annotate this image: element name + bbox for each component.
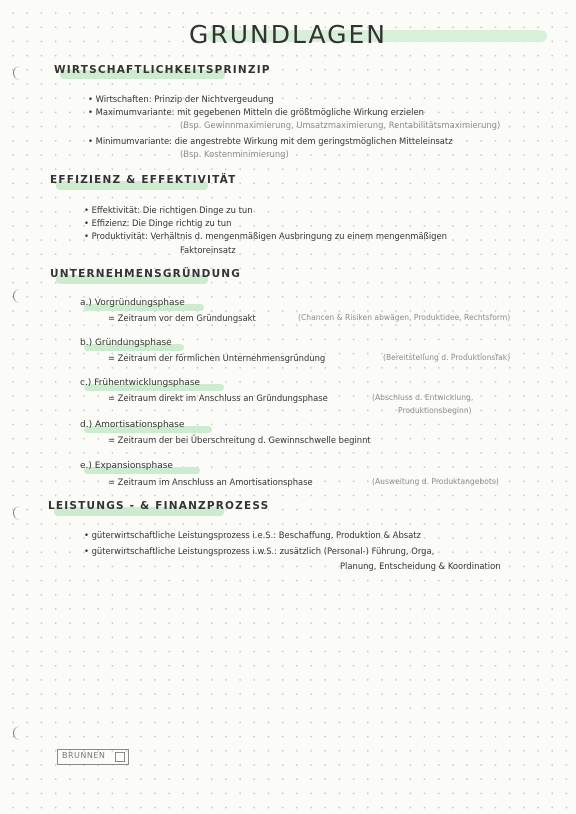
text-line: (Bsp. Kostenminimierung) — [180, 149, 289, 159]
punch-hole — [13, 506, 28, 520]
section-heading-unternehmensgruendung: UNTERNEHMENSGRÜNDUNG — [50, 268, 242, 280]
phase-description: = Zeitraum vor dem Gründungsakt — [108, 313, 256, 323]
text-line: • güterwirtschaftliche Leistungsprozess i.e.S.: Beschaffung, Produktion & Absatz — [84, 530, 421, 540]
text-line: • Minimumvariante: die angestrebte Wirkung mit dem geringstmöglichen Mitteleinsatz — [88, 136, 453, 146]
section-heading-effizienz: EFFIZIENZ & EFFEKTIVITÄT — [50, 174, 237, 186]
text-line: (Bsp. Gewinnmaximierung, Umsatzmaximierung, Rentabilitätsmaximierung) — [180, 120, 501, 130]
phase-description: = Zeitraum der bei Überschreitung d. Gewinnschwelle beginnt — [108, 435, 371, 445]
section-heading-wirtschaftlichkeit: WIRTSCHAFTLICHKEITSPRINZIP — [54, 64, 271, 76]
phase-note: (Ausweitung d. Produktangebots) — [372, 477, 499, 486]
phase-description: = Zeitraum der förmlichen Unternehmensgründung — [108, 353, 326, 363]
phase-label: e.) Expansionsphase — [80, 461, 173, 471]
text-line: • Effektivität: Die richtigen Dinge zu tun — [84, 205, 253, 215]
logo-text: BRUNNEN — [62, 751, 106, 760]
phase-note: (Bereitstellung d. Produktionsfak) — [383, 353, 511, 362]
phase-label: b.) Gründungsphase — [80, 338, 172, 348]
punch-hole — [13, 289, 28, 303]
phase-label: d.) Amortisationsphase — [80, 420, 185, 430]
text-line: • güterwirtschaftliche Leistungsprozess i.w.S.: zusätzlich (Personal-) Führung, Orga, — [84, 546, 435, 556]
phase-note: (Chancen & Risiken abwägen, Produktidee, Rechtsform) — [298, 313, 511, 322]
text-line: Faktoreinsatz — [180, 245, 236, 255]
phase-description: = Zeitraum im Anschluss an Amortisationsphase — [108, 477, 313, 487]
punch-hole — [13, 66, 28, 80]
text-line: • Effizienz: Die Dinge richtig zu tun — [84, 218, 232, 228]
phase-description: = Zeitraum direkt im Anschluss an Gründungsphase — [108, 393, 328, 403]
text-line: • Produktivität: Verhältnis d. mengenmäßigen Ausbringung zu einem mengenmäßigen — [84, 231, 447, 241]
logo-mark-icon — [115, 752, 125, 762]
phase-note: (Abschluss d. Entwicklung, — [372, 393, 474, 402]
page-title: GRUNDLAGEN — [188, 20, 388, 49]
phase-label: c.) Frühentwicklungsphase — [80, 378, 201, 388]
section-heading-leistungsprozess: LEISTUNGS - & FINANZPROZESS — [48, 500, 270, 512]
text-line: Planung, Entscheidung & Koordination — [340, 561, 501, 571]
punch-hole — [13, 726, 28, 740]
text-line: • Maximumvariante: mit gegebenen Mitteln die größtmögliche Wirkung erzielen — [88, 107, 424, 117]
text-line: • Wirtschaften: Prinzip der Nichtvergeudung — [88, 94, 274, 104]
brunnen-logo — [57, 749, 129, 765]
phase-note: Produktionsbeginn) — [398, 406, 472, 415]
phase-label: a.) Vorgründungsphase — [80, 298, 185, 308]
